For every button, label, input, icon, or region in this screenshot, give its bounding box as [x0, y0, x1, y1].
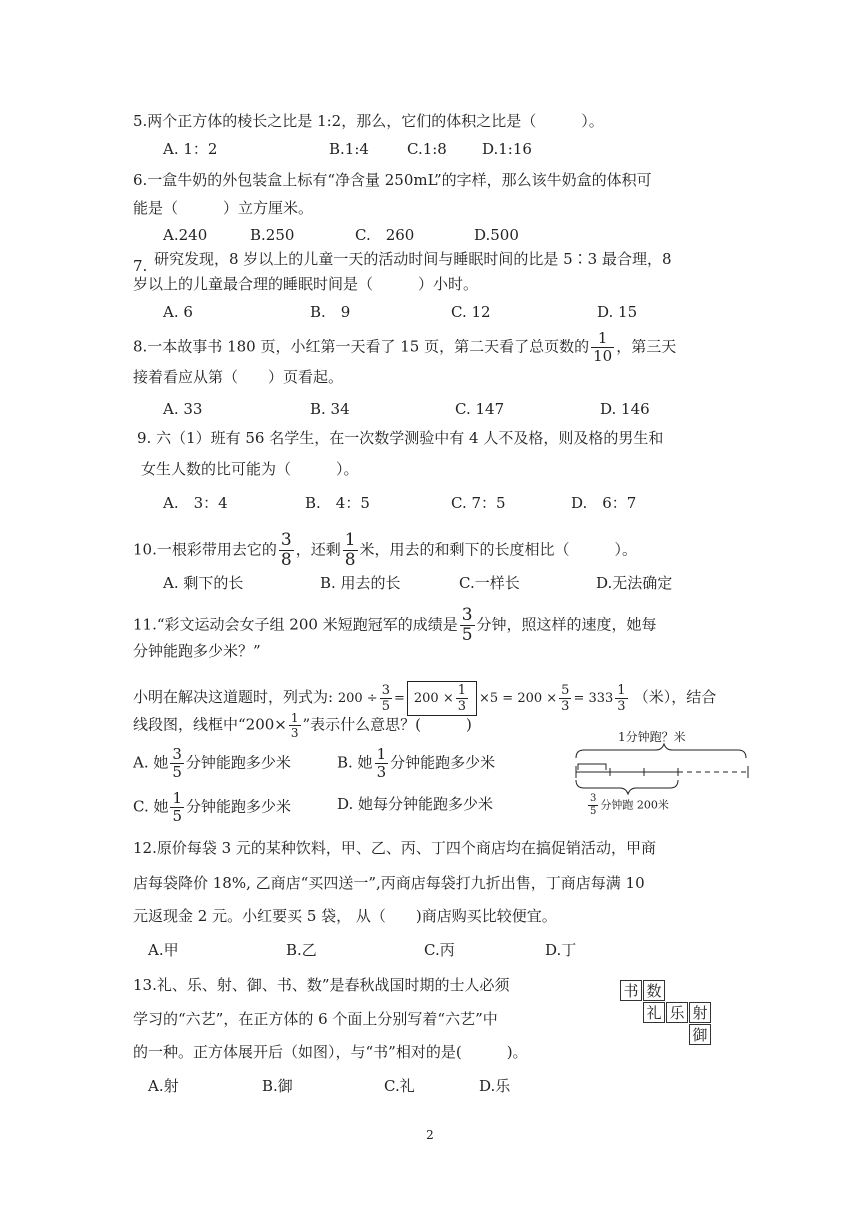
net-face-shu2: 数	[643, 980, 665, 1001]
q12-line1: 12.原价每袋 3 元的某种饮料，甲、乙、丙、丁四个商店均在搞促销活动，甲商	[133, 839, 656, 857]
q10-fraction-used: $\frac{3}{8}$	[280, 530, 292, 570]
net-face-shu: 书	[620, 980, 642, 1001]
q10-text-b: ，还剩	[295, 540, 341, 559]
q7-option-a: A. 6	[163, 303, 193, 321]
q9-line1: 9. 六（1）班有 56 名学生，在一次数学测验中有 4 人不及格，则及格的男生和	[137, 429, 664, 447]
q10-option-a: A. 剩下的长	[163, 574, 244, 592]
q12-line2: 店每袋降价 18%, 乙商店“买四送一”,丙商店每袋打九折出售，丁商店每满 10	[133, 874, 645, 892]
q7-number: 7.	[133, 257, 148, 275]
q9-line2: 女生人数的比可能为（ ）。	[141, 460, 359, 478]
q10-line1	[133, 532, 637, 569]
q11-option-b: B. 她 $\frac{1}{3}$ 分钟能跑多少米	[337, 745, 496, 781]
q11-fraction: $\frac{3}{5}$	[461, 605, 473, 645]
q8-text-a: 8.一本故事书 180 页，小红第一天看了 15 页，第二天看了总页数的	[133, 337, 590, 356]
q5-option-b: B.1:4	[329, 140, 369, 158]
q11-text-l3b: （米），结合	[633, 688, 717, 706]
net-face-li: 礼	[643, 1002, 665, 1023]
q6-line1: 6.一盒牛奶的外包装盒上标有“净含量 250mL”的字样，那么该牛奶盒的体积可	[133, 171, 652, 189]
q12-option-a: A.甲	[148, 941, 179, 959]
q11-line4: 线段图，线框中“200× $\frac{1}{3}$ ”表示什么意思？( )	[133, 711, 472, 740]
q13-line3: 的一种。正方体展开后（如图），与“书”相对的是( )。	[133, 1043, 528, 1061]
q11-text-l3a: 小明在解决这道题时，列式为:	[133, 688, 334, 706]
q9-option-d: D. 6：7	[571, 494, 637, 512]
q13-line2: 学习的“六艺”，在正方体的 6 个面上分别写着“六艺”中	[133, 1010, 498, 1028]
cube-net	[620, 980, 715, 1050]
q13-option-b: B.御	[262, 1077, 293, 1095]
q8-option-a: A. 33	[163, 400, 203, 418]
q13-option-a: A.射	[148, 1077, 179, 1095]
q6-option-c: C. 260	[355, 226, 415, 244]
q5-option-a: A. 1：2	[163, 140, 218, 158]
q5-option-c: C.1:8	[407, 140, 447, 158]
net-face-yu: 御	[689, 1024, 711, 1045]
q7-option-b: B. 9	[310, 303, 351, 321]
segment-diagram	[570, 728, 755, 817]
q8-fraction: $\frac{1}{10}$	[593, 329, 613, 365]
q7-option-d: D. 15	[597, 303, 638, 321]
q6-line2: 能是（ ）立方厘米。	[133, 199, 314, 217]
q11-line2: 分钟能跑多少米？”	[133, 642, 261, 660]
q9-option-c: C. 7：5	[451, 494, 506, 512]
q10-text-a: 10.一根彩带用去它的	[133, 540, 277, 559]
q5-option-d: D.1:16	[482, 140, 532, 158]
q6-option-d: D.500	[474, 226, 519, 244]
q11-option-a: A. 她 $\frac{3}{5}$ 分钟能跑多少米	[133, 745, 291, 781]
q6-option-b: B.250	[250, 226, 295, 244]
q11-line3	[133, 681, 716, 716]
q12-line3: 元返现金 2 元。小红要买 5 袋， 从（ )商店购买比较便宜。	[133, 907, 557, 925]
diagram-top-label: 1分钟跑？米	[618, 730, 686, 744]
q8-option-b: B. 34	[310, 400, 350, 418]
q12-option-c: C.丙	[424, 941, 455, 959]
q9-option-a: A. 3：4	[163, 494, 228, 512]
q11-line1	[133, 607, 657, 644]
q7-option-c: C. 12	[451, 303, 491, 321]
net-face-she: 射	[689, 1002, 711, 1023]
q8-option-d: D. 146	[600, 400, 650, 418]
q12-option-d: D.丁	[545, 941, 577, 959]
page-number: 2	[426, 1128, 434, 1142]
q11-option-d: D. 她每分钟能跑多少米	[337, 795, 494, 813]
diagram-bottom-label: $\frac{3}{5}$ 分钟跑 200米	[590, 793, 669, 817]
q11-boxed-expression: 200 × $\frac{1}{3}$	[407, 681, 477, 716]
q8-text-b: ，第三天	[616, 337, 677, 356]
q11-text-a: 11.“彩文运动会女子组 200 米短跑冠军的成绩是	[133, 615, 458, 634]
q8-line1	[133, 331, 676, 364]
q8-option-c: C. 147	[455, 400, 505, 418]
q11-text-b: 分钟，照这样的速度，她每	[476, 615, 657, 634]
q7-line1: 研究发现，8 岁以上的儿童一天的活动时间与睡眠时间的比是 5∶3 最合理，8	[154, 250, 672, 268]
q12-option-b: B.乙	[286, 941, 317, 959]
q10-option-b: B. 用去的长	[320, 574, 401, 592]
q13-option-c: C.礼	[384, 1077, 415, 1095]
q9-option-b: B. 4：5	[305, 494, 370, 512]
q10-option-c: C.一样长	[459, 574, 520, 592]
q10-option-d: D.无法确定	[596, 574, 673, 592]
q7-line2: 岁以上的儿童最合理的睡眠时间是（ ）小时。	[133, 275, 479, 293]
q11-option-c: C. 她 $\frac{1}{5}$ 分钟能跑多少米	[133, 789, 292, 825]
q6-option-a: A.240	[163, 226, 208, 244]
q13-option-d: D.乐	[479, 1077, 511, 1095]
q11-equation: 200 ÷ $\frac{3}{5}$ = 200 × $\frac{1}{3}$ ×5 = 200 × $\frac{5}{3}$ = 333 $\frac{1}{3}$	[337, 683, 626, 714]
q10-text-c: 米，用去的和剩下的长度相比（ ）。	[359, 540, 638, 559]
q5-stem: 5.两个正方体的棱长之比是 1:2，那么，它们的体积之比是（ ）。	[133, 112, 604, 130]
q8-line2: 接着看应从第（ ）页看起。	[133, 368, 344, 386]
q10-fraction-left: $\frac{1}{8}$	[344, 530, 356, 570]
net-face-yue: 乐	[666, 1002, 688, 1023]
q13-line1: 13.礼、乐、射、御、书、数”是春秋战国时期的士人必须	[133, 976, 510, 994]
